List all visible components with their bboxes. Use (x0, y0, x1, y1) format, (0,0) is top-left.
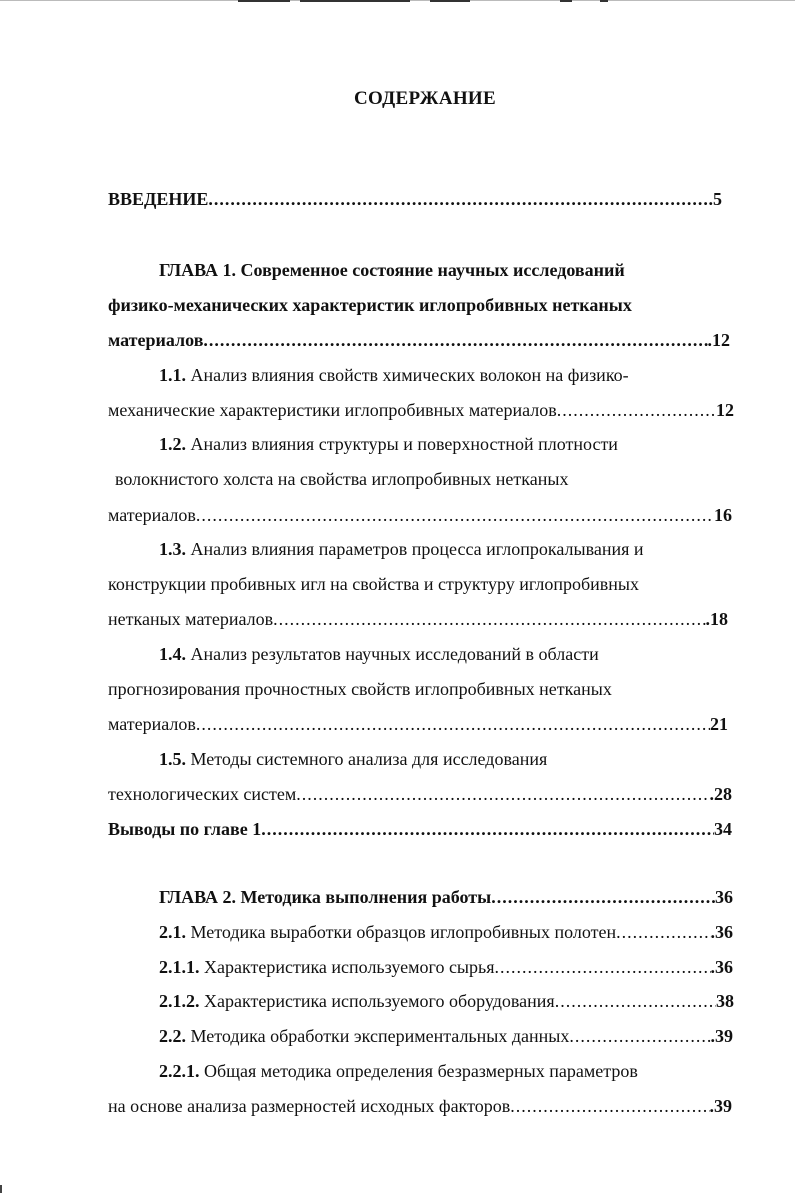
section-title-text: Методика обработки экспериментальных данных (186, 1026, 570, 1046)
section-title-text: Методика выработки образцов иглопробивных полотен (186, 922, 617, 942)
toc-entry-section-1-1[interactable] (108, 395, 734, 425)
toc-entry-label: материалов (108, 330, 204, 350)
section-1-3-line-2: конструкции пробивных игл на свойства и структуру иглопробивных (108, 574, 640, 594)
section-number: 2.1.2. (159, 991, 200, 1011)
toc-entry-label: материалов (108, 714, 196, 734)
toc-entry-chapter-2[interactable] (159, 882, 733, 912)
section-number: 1.5. (159, 749, 186, 769)
scan-edge-mark (0, 1185, 2, 1193)
toc-entry-section-2-1-2[interactable] (159, 986, 734, 1016)
section-number: 2.1.1. (159, 957, 200, 977)
toc-entry-label: на основе анализа размерностей исходных факторов (108, 1096, 511, 1116)
toc-page-number: .5 (708, 189, 722, 209)
toc-page-number: .28 (709, 784, 732, 804)
dot-leader (495, 952, 711, 982)
toc-page-number: .36 (710, 957, 733, 977)
section-title-text: Методы системного анализа для исследования (186, 749, 548, 769)
toc-entry-conclusions-chapter-1[interactable] (108, 814, 732, 844)
toc-page-number: .39 (709, 1096, 732, 1116)
dot-leader (555, 986, 716, 1016)
section-number: 2.2. (159, 1026, 186, 1046)
toc-entry-label (159, 1021, 569, 1051)
toc-page-number: .36 (710, 922, 733, 942)
dot-leader (510, 1091, 709, 1121)
section-title-text: Анализ влияния параметров процесса иглопрокалывания и (186, 539, 644, 559)
toc-entry-label: механические характеристики иглопробивных материалов (108, 400, 557, 420)
dot-leader (557, 395, 716, 425)
toc-entry-introduction[interactable] (108, 184, 722, 214)
toc-entry-section-2-2[interactable] (159, 1021, 733, 1051)
toc-entry-label: ВВЕДЕНИЕ (108, 189, 209, 209)
section-1-2-line-2: волокнистого холста на свойства иглопробивных нетканых (115, 469, 569, 489)
dot-leader (616, 917, 710, 947)
section-1-1-line-1 (159, 360, 629, 390)
toc-entry-label: ГЛАВА 2. Методика выполнения работы (159, 887, 492, 907)
section-title-text: Характеристика используемого оборудования (199, 991, 555, 1011)
section-1-4-line-2: прогнозирования прочностных свойств иглопробивных нетканых (108, 679, 612, 699)
toc-entry-section-1-4[interactable] (108, 709, 728, 739)
toc-page-number: 38 (716, 991, 734, 1011)
toc-entry-label: материалов (108, 505, 196, 525)
section-title-text: Анализ влияния свойств химических волокон на физико- (186, 365, 629, 385)
section-number: 1.2. (159, 434, 186, 454)
dot-leader (261, 814, 714, 844)
toc-page-number: 12 (716, 400, 734, 420)
section-number: 2.2.1. (159, 1061, 200, 1081)
section-number: 2.1. (159, 922, 186, 942)
toc-entry-label (159, 986, 555, 1016)
section-number: 1.1. (159, 365, 186, 385)
section-title-text: Анализ влияния структуры и поверхностной плотности (186, 434, 618, 454)
dot-leader (273, 604, 705, 634)
dot-leader (208, 184, 708, 214)
toc-entry-section-2-1[interactable] (159, 917, 733, 947)
toc-entry-section-1-3[interactable] (108, 604, 728, 634)
toc-entry-label (159, 917, 616, 947)
toc-entry-label: технологических систем (108, 784, 297, 804)
toc-page-number: .12 (707, 330, 730, 350)
toc-entry-label: Выводы по главе 1 (108, 819, 262, 839)
toc-entry-section-1-2[interactable] (108, 500, 732, 530)
section-1-2-line-1 (159, 429, 618, 459)
section-title-text: Анализ результатов научных исследований в области (186, 644, 599, 664)
dot-leader (196, 500, 714, 530)
dot-leader (296, 779, 709, 809)
toc-entry-chapter-1[interactable] (108, 325, 730, 355)
toc-entry-section-2-1-1[interactable] (159, 952, 733, 982)
toc-entry-section-1-5[interactable] (108, 779, 732, 809)
toc-page-number: .18 (705, 609, 728, 629)
toc-page-number: 16 (714, 505, 732, 525)
toc-page-number: 36 (715, 887, 733, 907)
toc-entry-section-2-2-1[interactable] (108, 1091, 732, 1121)
scan-top-edge (0, 0, 795, 3)
toc-entry-label: нетканых материалов (108, 609, 274, 629)
dot-leader (491, 882, 715, 912)
section-1-5-line-1 (159, 744, 547, 774)
section-number: 1.4. (159, 644, 186, 664)
chapter-1-heading-line-2: физико-механических характеристик иглопробивных нетканых (108, 295, 632, 315)
dot-leader (569, 1021, 710, 1051)
toc-page-number: .39 (710, 1026, 733, 1046)
toc-entry-label (159, 952, 495, 982)
section-title-text: Характеристика используемого сырья (199, 957, 495, 977)
section-2-2-1-line-1 (159, 1056, 638, 1086)
dot-leader (203, 325, 707, 355)
section-1-3-line-1 (159, 534, 644, 564)
page-title: СОДЕРЖАНИЕ (354, 88, 496, 109)
toc-page-number: 34 (714, 819, 732, 839)
dot-leader (196, 709, 710, 739)
section-number: 1.3. (159, 539, 186, 559)
section-1-4-line-1 (159, 639, 599, 669)
chapter-1-heading-line-1: ГЛАВА 1. Современное состояние научных исследований (159, 260, 625, 280)
section-title-text: Общая методика определения безразмерных параметров (199, 1061, 638, 1081)
toc-page-number: 21 (710, 714, 728, 734)
